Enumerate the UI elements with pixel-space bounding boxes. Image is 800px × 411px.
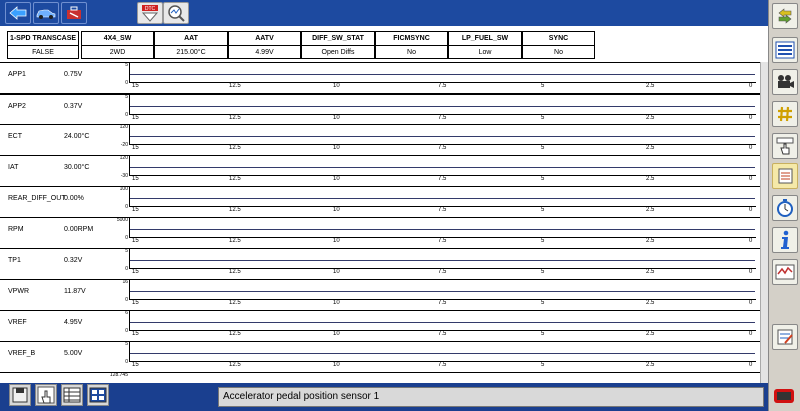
x-tick-label: 7.5 [438,269,447,275]
graph-icon[interactable] [772,259,798,285]
x-tick-label: 12.5 [229,269,241,275]
x-tick-label: 12.5 [229,331,241,337]
x-tick-label: 15 [132,207,139,213]
pid-name: SYNC [523,32,594,46]
top-toolbar [0,0,768,26]
y-max-label: 5 [125,341,128,347]
stop-icon[interactable] [772,386,796,406]
pid-value: No [407,49,416,56]
graph-label: IAT [8,164,19,171]
back-arrow-icon[interactable] [5,2,31,24]
notes-icon[interactable] [772,163,798,189]
pid-box[interactable] [522,31,595,59]
datalogger-icon[interactable] [163,2,189,24]
x-tick-label: 15 [132,145,139,151]
y-min-label: 0 [125,112,128,118]
x-tick-label: 5 [541,145,545,151]
pid-box[interactable] [228,31,301,59]
graph-label: VREF [8,319,27,326]
x-tick-label: 5 [541,207,545,213]
toolbox-icon[interactable] [61,2,87,24]
y-axis [129,249,130,269]
graph-label: RPM [8,226,24,233]
x-tick-label: 0 [749,300,753,306]
y-max-label: 100 [119,186,128,192]
graph-value: 0.00% [64,195,84,202]
x-tick-label: 15 [132,176,139,182]
y-min-label: 0 [125,328,128,334]
pid-box[interactable] [7,31,79,59]
y-max-label: 5 [125,248,128,254]
x-tick-label: 7.5 [438,300,447,306]
datalogger-panel [0,26,768,383]
camera-icon[interactable] [772,69,798,95]
table-view-icon[interactable] [61,384,83,406]
pid-value: 215.00°C [176,49,206,56]
x-tick-label: 12.5 [229,83,241,89]
x-tick-label: 10 [333,300,340,306]
y-min-label: 0 [125,235,128,241]
x-tick-label: 0 [749,238,753,244]
x-tick-label: 0 [749,331,753,337]
right-sidebar [768,0,800,411]
y-axis [129,125,130,145]
vehicle-icon[interactable] [33,2,59,24]
graph-label: VPWR [8,288,29,295]
y-min-label: 0 [125,204,128,210]
x-tick-label: 10 [333,83,340,89]
x-tick-label: 5 [541,269,545,275]
x-tick-label: 5 [541,238,545,244]
x-tick-label: 5 [541,300,545,306]
graph-row[interactable] [0,93,760,126]
pid-name: FICMSYNC [376,32,447,46]
pid-box[interactable] [375,31,448,59]
trace-line [130,136,755,137]
graph-row[interactable] [0,155,760,187]
x-tick-label: 7.5 [438,207,447,213]
dtc-icon[interactable] [137,2,163,24]
info-icon[interactable] [772,227,798,253]
x-tick-label: 0 [749,176,753,182]
x-tick-label: 7.5 [438,176,447,182]
graph-value: 0.75V [64,71,83,78]
y-min-label: -30 [120,173,128,179]
y-max-label: 120 [119,155,128,161]
x-tick-label: 10 [333,331,340,337]
pid-box[interactable] [448,31,522,59]
trace-line [130,353,755,354]
checklist-icon[interactable] [772,324,798,350]
x-tick-label: 15 [132,269,139,275]
graph-value: 0.00RPM [64,226,94,233]
y-max-label: 16 [122,279,128,285]
y-axis [129,342,130,362]
pid-value: 2WD [109,49,126,56]
graph-row[interactable] [0,217,760,249]
pid-value: No [554,49,563,56]
x-tick-label: 15 [132,238,139,244]
pid-name: DIFF_SW_STAT [302,32,374,46]
y-axis [129,218,130,238]
x-tick-label: 12.5 [229,145,241,151]
graph-value: 5.00V [64,350,83,357]
y-max-label: 6 [125,310,128,316]
pid-name: AATV [229,32,300,46]
y-max-label: 5000 [116,217,128,223]
graph-value: 24.00°C [64,133,90,140]
x-tick-label: 2.5 [646,176,655,182]
graph-row[interactable] [0,124,760,156]
status-bar: Accelerator pedal position sensor 1 [218,387,764,407]
pid-box[interactable] [81,31,154,59]
y-max-label: 128.745 [109,372,128,378]
hand-pointer-icon[interactable] [772,133,798,159]
y-axis [129,187,130,207]
x-tick-label: 12.5 [229,362,241,368]
trace-line [130,322,755,323]
y-max-label: 5 [125,62,128,68]
trace-line [130,106,755,107]
x-tick-label: 7.5 [438,331,447,337]
x-tick-label: 5 [541,362,545,368]
y-min-label: -20 [120,142,128,148]
x-tick-label: 7.5 [438,362,447,368]
trace-line [130,291,755,292]
pid-value: Open Diffs [321,49,355,56]
pid-box[interactable] [154,31,228,59]
x-tick-label: 12.5 [229,238,241,244]
pid-value: 4.99V [255,49,274,56]
x-tick-label: 10 [333,207,340,213]
x-tick-label: 12.5 [229,176,241,182]
y-min-label: 0 [125,266,128,272]
graph-value: 30.00°C [64,164,90,171]
x-tick-label: 2.5 [646,83,655,89]
x-tick-label: 10 [333,145,340,151]
y-min-label: 0 [125,359,128,365]
x-tick-label: 5 [541,176,545,182]
x-tick-label: 0 [749,207,753,213]
x-tick-label: 10 [333,269,340,275]
pid-value: Low [478,49,492,56]
x-tick-label: 2.5 [646,331,655,337]
x-tick-label: 2.5 [646,115,655,121]
y-min-label: 0 [125,80,128,86]
pid-name: AAT [155,32,227,46]
trace-line [130,167,755,168]
x-tick-label: 12.5 [229,300,241,306]
graph-row[interactable] [0,341,760,373]
x-tick-label: 12.5 [229,207,241,213]
pid-value: FALSE [32,49,54,56]
x-tick-label: 0 [749,362,753,368]
graph-value: 0.37V [64,103,83,110]
pid-header [0,26,768,62]
graph-row[interactable] [0,62,760,94]
x-tick-label: 2.5 [646,145,655,151]
graph-label: APP2 [8,103,26,110]
grid-view-icon[interactable] [87,384,109,406]
y-min-label: 0 [125,297,128,303]
x-tick-label: 2.5 [646,207,655,213]
x-tick-label: 7.5 [438,115,447,121]
x-tick-label: 2.5 [646,269,655,275]
x-tick-label: 2.5 [646,238,655,244]
graph-row[interactable] [0,310,760,342]
y-axis [129,280,130,300]
pid-name: LP_FUEL_SW [449,32,521,46]
x-tick-label: 7.5 [438,83,447,89]
x-tick-label: 10 [333,238,340,244]
x-tick-label: 15 [132,331,139,337]
y-axis [129,311,130,331]
x-tick-label: 7.5 [438,145,447,151]
trace-line [130,198,755,199]
graph-value: 4.95V [64,319,83,326]
trace-line [130,229,755,230]
stopwatch-icon[interactable] [772,195,798,221]
graph-label: REAR_DIFF_OUT [8,195,66,202]
x-tick-label: 12.5 [229,115,241,121]
x-tick-label: 0 [749,269,753,275]
x-tick-label: 5 [541,331,545,337]
graph-label: APP1 [8,71,26,78]
arrows-swap-icon[interactable] [772,3,798,29]
hand-select-icon[interactable] [35,384,57,406]
graph-value: 11.87V [64,288,86,295]
pid-name: 4X4_SW [82,32,153,46]
svg-text:DTC: DTC [144,6,156,12]
list-icon[interactable] [772,37,798,63]
x-tick-label: 0 [749,83,753,89]
vertical-scrollbar[interactable] [760,62,768,383]
x-tick-label: 10 [333,362,340,368]
x-tick-label: 15 [132,362,139,368]
graph-label: TP1 [8,257,21,264]
y-axis [129,156,130,176]
x-tick-label: 0 [749,115,753,121]
partial-graph-row [0,372,760,383]
x-tick-label: 15 [132,300,139,306]
x-tick-label: 2.5 [646,300,655,306]
graph-value: 0.32V [64,257,83,264]
x-tick-label: 15 [132,115,139,121]
x-tick-label: 5 [541,83,545,89]
y-axis [129,63,130,83]
graph-label: ECT [8,133,22,140]
graph-label: VREF_B [8,350,36,357]
x-tick-label: 10 [333,176,340,182]
pid-name: 1-SPD TRANSCASE [8,32,78,46]
y-max-label: 120 [119,124,128,130]
y-axis [129,95,130,115]
trace-line [130,260,755,261]
graph-row[interactable] [0,186,760,218]
graph-row[interactable] [0,248,760,280]
pid-box[interactable] [301,31,375,59]
x-tick-label: 15 [132,83,139,89]
hash-icon[interactable] [772,101,798,127]
x-tick-label: 5 [541,115,545,121]
y-max-label: 5 [125,94,128,100]
save-icon[interactable] [9,384,31,406]
x-tick-label: 7.5 [438,238,447,244]
x-tick-label: 0 [749,145,753,151]
trace-line [130,74,755,75]
x-tick-label: 10 [333,115,340,121]
graph-row[interactable] [0,279,760,311]
x-tick-label: 2.5 [646,362,655,368]
